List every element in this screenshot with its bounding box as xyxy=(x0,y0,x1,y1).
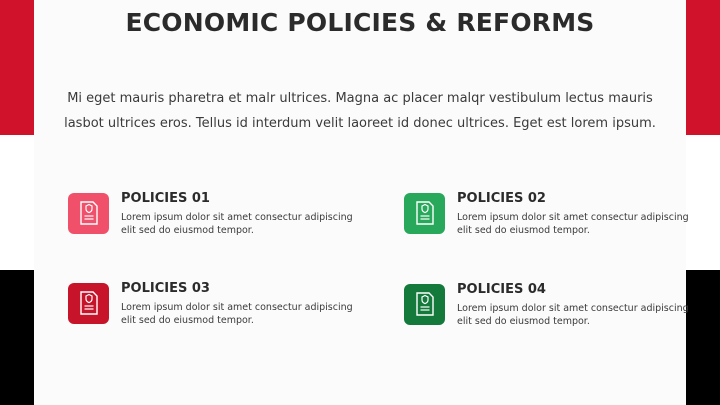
slide-title: ECONOMIC POLICIES & REFORMS xyxy=(125,8,595,37)
policy-item-01 xyxy=(68,191,353,251)
policy-text: Lorem ipsum dolor sit amet consectur adipiscing elit sed do eiusmod tempor. xyxy=(457,212,689,236)
policy-title: POLICIES 04 xyxy=(457,282,546,297)
policy-document-icon xyxy=(68,283,109,324)
intro-paragraph: Mi eget mauris pharetra et malr ultrices. Magna ac placer malqr vestibulum lectus mauris lasbot ultrices eros. Tellus id interdum velit laoreet id donec ultrices. Eget est lorem ipsum. xyxy=(64,91,656,131)
policy-title: POLICIES 01 xyxy=(121,191,210,206)
policy-item-03 xyxy=(68,281,353,341)
policy-document-icon xyxy=(404,193,445,234)
policy-text: Lorem ipsum dolor sit amet consectur adipiscing elit sed do eiusmod tempor. xyxy=(121,302,353,326)
policy-title: POLICIES 02 xyxy=(457,191,546,206)
policy-document-icon xyxy=(68,193,109,234)
content-card xyxy=(34,0,689,405)
policy-text: Lorem ipsum dolor sit amet consectur adipiscing elit sed do eiusmod tempor. xyxy=(121,212,353,236)
policy-title: POLICIES 03 xyxy=(121,281,210,296)
policy-text: Lorem ipsum dolor sit amet consectur adipiscing elit sed do eiusmod tempor. xyxy=(457,303,689,327)
policy-item-04 xyxy=(404,282,689,342)
policy-item-02 xyxy=(404,191,689,251)
policy-document-icon xyxy=(404,284,445,325)
